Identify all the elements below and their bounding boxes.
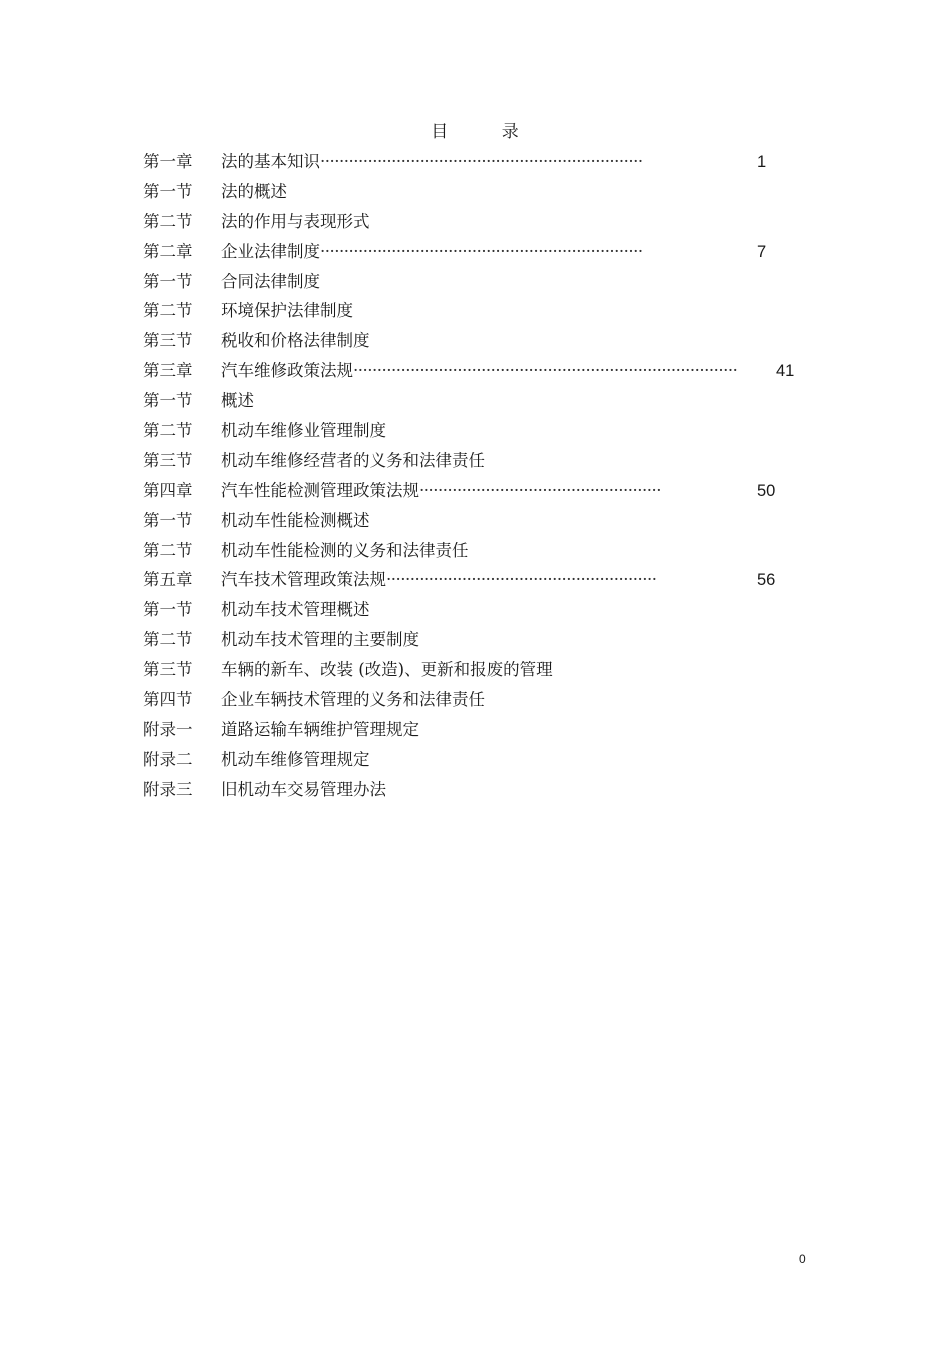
toc-entry xyxy=(143,329,823,359)
toc-leader-dots: ···································································· xyxy=(320,152,643,171)
toc-entry xyxy=(143,449,823,479)
toc-entry-page: 56 xyxy=(757,571,776,590)
toc-entry xyxy=(143,688,823,718)
toc-entry-label: 第一章 xyxy=(143,152,193,171)
toc-entry-label: 第二节 xyxy=(143,421,193,441)
toc-entry-text: 企业车辆技术管理的义务和法律责任 xyxy=(221,690,485,710)
toc-entry-page: 1 xyxy=(757,153,767,171)
toc-entry xyxy=(143,270,823,300)
toc-entry-label: 第三节 xyxy=(143,450,193,470)
toc-entry-text: 车辆的新车、改装 (改造)、更新和报废的管理 xyxy=(221,660,553,680)
toc-entry xyxy=(143,180,823,210)
toc-entry-label: 附录二 xyxy=(143,749,193,769)
toc-entry-label: 第二节 xyxy=(143,630,193,650)
toc-entry xyxy=(143,150,823,180)
toc-list xyxy=(143,150,823,808)
toc-entry-text: 法的基本知识···································································· xyxy=(221,152,643,171)
toc-entry-label: 第五章 xyxy=(143,570,193,590)
toc-entry-text: 汽车维修政策法规················································································· xyxy=(221,361,738,381)
toc-entry-text: 法的概述 xyxy=(221,181,287,201)
toc-entry-text: 税收和价格法律制度 xyxy=(221,331,370,351)
toc-entry xyxy=(143,359,823,389)
toc-entry xyxy=(143,628,823,658)
toc-entry xyxy=(143,778,823,808)
toc-leader-dots: ···································································· xyxy=(320,241,643,261)
toc-entry xyxy=(143,389,823,419)
toc-leader-dots: ··················································· xyxy=(419,480,661,500)
toc-entry-text: 汽车性能检测管理政策法规··················································· xyxy=(221,480,661,500)
toc-entry-text: 机动车技术管理的主要制度 xyxy=(221,630,419,650)
toc-entry-label: 第一节 xyxy=(143,391,193,411)
toc-entry xyxy=(143,718,823,748)
toc-entry-text: 机动车性能检测概述 xyxy=(221,510,370,530)
toc-entry-label: 第一节 xyxy=(143,181,193,201)
toc-entry xyxy=(143,539,823,569)
toc-entry-text: 机动车维修经营者的义务和法律责任 xyxy=(221,450,485,470)
page-number: 0 xyxy=(799,1252,806,1266)
toc-entry-text: 概述 xyxy=(221,391,254,411)
toc-entry xyxy=(143,479,823,509)
toc-leader-dots: ························································· xyxy=(386,570,657,590)
toc-entry-label: 第三节 xyxy=(143,331,193,351)
toc-entry-label: 第二节 xyxy=(143,540,193,560)
toc-entry-text: 合同法律制度 xyxy=(221,271,320,291)
toc-entry xyxy=(143,568,823,598)
toc-entry-text: 机动车性能检测的义务和法律责任 xyxy=(221,540,469,560)
toc-entry-text: 汽车技术管理政策法规························································· xyxy=(221,570,657,590)
toc-entry xyxy=(143,210,823,240)
toc-entry-text: 旧机动车交易管理办法 xyxy=(221,779,386,799)
toc-entry xyxy=(143,240,823,270)
toc-entry-text: 机动车技术管理概述 xyxy=(221,600,370,620)
toc-entry-text: 环境保护法律制度 xyxy=(221,301,353,321)
toc-entry xyxy=(143,748,823,778)
toc-entry-text: 道路运输车辆维护管理规定 xyxy=(221,719,419,739)
toc-entry-label: 第一节 xyxy=(143,510,193,530)
toc-entry-label: 附录一 xyxy=(143,719,193,739)
toc-entry-text: 法的作用与表现形式 xyxy=(221,211,370,231)
toc-entry-text: 机动车维修管理规定 xyxy=(221,749,370,769)
toc-title: 目 录 xyxy=(431,122,543,142)
toc-entry-label: 第三章 xyxy=(143,361,193,381)
toc-entry-label: 第四节 xyxy=(143,690,193,710)
toc-entry-label: 附录三 xyxy=(143,779,193,799)
toc-entry xyxy=(143,658,823,688)
toc-entry-label: 第三节 xyxy=(143,660,193,680)
toc-entry-page: 41 xyxy=(776,362,795,381)
toc-entry-page: 7 xyxy=(757,242,767,261)
toc-entry-label: 第二节 xyxy=(143,211,193,231)
toc-entry-label: 第二章 xyxy=(143,241,193,261)
toc-entry-label: 第二节 xyxy=(143,301,193,321)
toc-entry xyxy=(143,419,823,449)
toc-entry-label: 第一节 xyxy=(143,271,193,291)
toc-entry-label: 第一节 xyxy=(143,600,193,620)
toc-leader-dots: ················································································· xyxy=(353,361,738,381)
toc-entry xyxy=(143,299,823,329)
toc-entry-page: 50 xyxy=(757,481,776,500)
toc-entry xyxy=(143,509,823,539)
toc-entry xyxy=(143,598,823,628)
toc-entry-text: 机动车维修业管理制度 xyxy=(221,421,386,441)
toc-entry-label: 第四章 xyxy=(143,480,193,500)
toc-entry-text: 企业法律制度···································································· xyxy=(221,241,643,261)
